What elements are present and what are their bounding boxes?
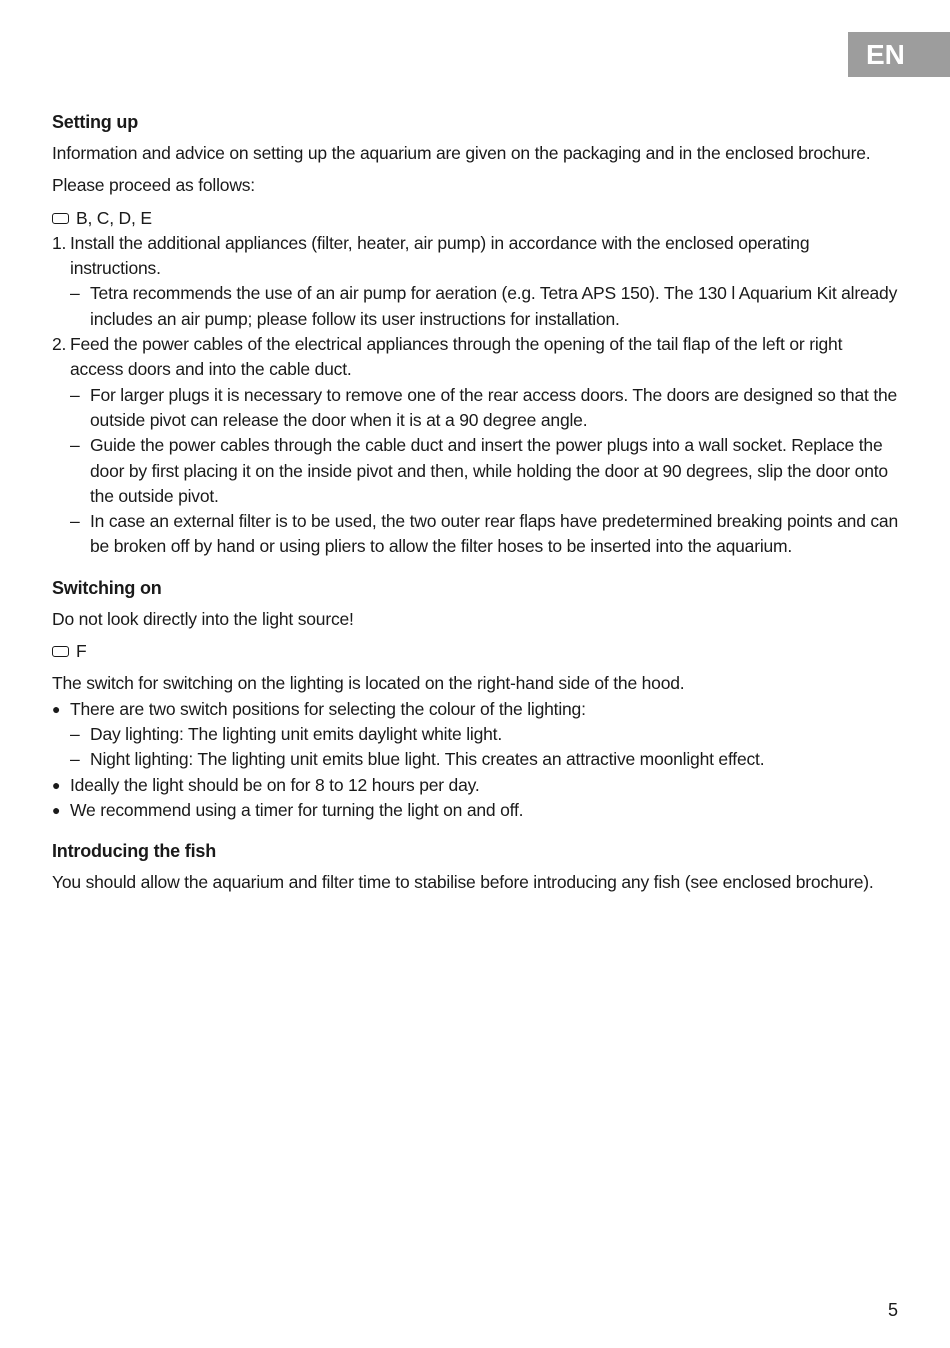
paragraph: Information and advice on setting up the aquarium are given on the packaging and in the enclosed brochure. xyxy=(52,143,871,163)
sub-item xyxy=(70,281,898,332)
bullet-text: There are two switch positions for selecting the colour of the lighting: xyxy=(70,698,586,719)
paragraph: Please proceed as follows: xyxy=(52,175,255,196)
sub-item-text: Night lighting: The lighting unit emits blue light. This creates an attractive moonlight effect. xyxy=(90,749,765,770)
page-number: 5 xyxy=(888,1300,899,1320)
dash-marker: – xyxy=(70,384,80,405)
bullet-item xyxy=(52,798,898,823)
paragraph: You should allow the aquarium and filter time to stabilise before introducing any fish (see enclosed brochure). xyxy=(52,872,874,893)
numbered-step xyxy=(52,332,898,383)
step-number: 1. xyxy=(52,232,67,253)
dash-marker: – xyxy=(70,723,80,744)
sub-item xyxy=(70,747,898,772)
step-text: Feed the power cables of the electrical appliances through the opening of the tail flap of the left or right access doors and into the cable duct. xyxy=(70,334,843,380)
bullet-item xyxy=(52,697,898,722)
language-tab: EN xyxy=(848,32,950,77)
sub-item-text: Tetra recommends the use of an air pump for aeration (e.g. Tetra APS 150). The 130 l Aquarium Kit already includes an air pump; please follow its user instructions for installation. xyxy=(90,283,898,329)
figure-icon xyxy=(52,213,69,224)
step-number: 2. xyxy=(52,334,67,355)
section-switching-on xyxy=(52,576,898,823)
figure-reference xyxy=(52,639,898,664)
section-heading: Introducing the fish xyxy=(52,841,216,862)
bullet-marker: ● xyxy=(52,700,61,717)
warning-text: Do not look directly into the light source! xyxy=(52,608,354,629)
section-introducing-fish xyxy=(52,839,898,895)
section-setting-up xyxy=(52,110,898,560)
dash-marker: – xyxy=(70,283,80,304)
sub-item-text: Guide the power cables through the cable duct and insert the power plugs into a wall socket. Replace the door by first placing it on the inside pivot and then, while holding the door at 90 degrees, slip the door onto the outside pivot. xyxy=(90,435,888,506)
bullet-text: We recommend using a timer for turning the light on and off. xyxy=(70,799,524,820)
sub-item xyxy=(70,509,898,560)
dash-marker: – xyxy=(70,749,80,770)
paragraph: The switch for switching on the lighting is located on the right-hand side of the hood. xyxy=(52,673,685,694)
dash-marker: – xyxy=(70,511,80,532)
numbered-step xyxy=(52,231,898,282)
sub-item-text: For larger plugs it is necessary to remove one of the rear access doors. The doors are designed so that the outside pivot can release the door when it is at a 90 degree angle. xyxy=(90,384,898,430)
sub-item-text: Day lighting: The lighting unit emits daylight white light. xyxy=(90,723,502,744)
bullet-item xyxy=(52,773,898,798)
sub-item-text: In case an external filter is to be used, the two outer rear flaps have predetermined breaking points and can be broken off by hand or using pliers to allow the filter hoses to be inserted into the aquarium. xyxy=(90,511,898,557)
page-content xyxy=(52,110,898,895)
bullet-text: Ideally the light should be on for 8 to 12 hours per day. xyxy=(70,774,480,795)
sub-item xyxy=(70,383,898,434)
dash-marker: – xyxy=(70,435,80,456)
figure-reference-label: F xyxy=(76,641,87,662)
figure-icon xyxy=(52,646,69,657)
sub-item xyxy=(70,722,898,747)
bullet-marker: ● xyxy=(52,776,61,793)
bullet-marker: ● xyxy=(52,801,61,818)
figure-reference-label: B, C, D, E xyxy=(76,207,152,228)
figure-reference xyxy=(52,206,898,231)
sub-item xyxy=(70,433,898,509)
step-text: Install the additional appliances (filter, heater, air pump) in accordance with the enclosed operating instructions. xyxy=(70,232,810,279)
section-heading: Switching on xyxy=(52,577,162,598)
section-heading: Setting up xyxy=(52,112,138,132)
